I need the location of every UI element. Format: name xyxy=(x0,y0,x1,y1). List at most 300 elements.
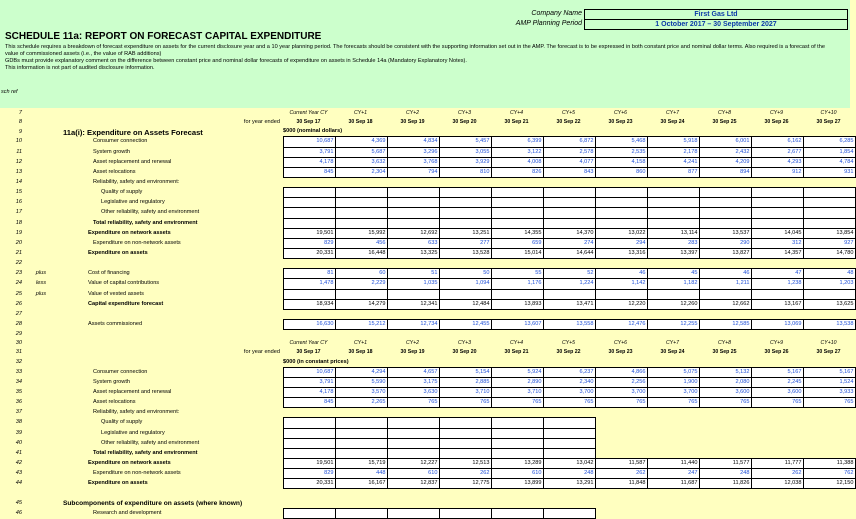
input-cell[interactable]: 5,154 xyxy=(439,367,491,377)
input-cell[interactable]: 5,167 xyxy=(751,367,803,377)
table-row xyxy=(0,188,855,198)
empty-input-cell[interactable] xyxy=(595,289,647,299)
input-cell[interactable]: 810 xyxy=(439,167,491,177)
empty-input-cell[interactable] xyxy=(335,208,387,218)
total-cell: 13,114 xyxy=(647,228,699,238)
empty-input-cell[interactable] xyxy=(803,208,855,218)
empty-input-cell[interactable] xyxy=(283,198,335,208)
input-cell[interactable]: 4,369 xyxy=(335,137,387,147)
input-cell[interactable]: 4,209 xyxy=(699,157,751,167)
empty-input-cell[interactable] xyxy=(647,198,699,208)
input-cell[interactable]: 1,211 xyxy=(699,279,751,289)
input-cell[interactable]: 826 xyxy=(491,167,543,177)
blank-cell xyxy=(803,330,855,340)
input-cell[interactable]: 5,075 xyxy=(647,367,699,377)
empty-input-cell[interactable] xyxy=(699,218,751,228)
input-cell[interactable]: 45 xyxy=(647,269,699,279)
amp-period-value[interactable]: 1 October 2017 – 30 September 2027 xyxy=(584,19,848,30)
input-cell[interactable]: 290 xyxy=(699,238,751,248)
blank-cell xyxy=(595,438,647,448)
input-cell[interactable]: 10,687 xyxy=(283,137,335,147)
input-cell[interactable]: 5,468 xyxy=(595,137,647,147)
total-cell: 11,587 xyxy=(595,458,647,468)
empty-input-cell[interactable] xyxy=(387,428,439,438)
input-cell[interactable]: 12,476 xyxy=(595,319,647,329)
empty-input-cell[interactable] xyxy=(543,508,595,518)
table-row xyxy=(0,118,855,127)
row-number: 16 xyxy=(15,199,22,206)
input-cell[interactable]: 51 xyxy=(387,269,439,279)
blank-cell xyxy=(699,127,751,137)
input-cell[interactable]: 312 xyxy=(751,238,803,248)
input-cell[interactable]: 3,700 xyxy=(595,387,647,397)
total-cell: 13,167 xyxy=(751,299,803,309)
empty-input-cell[interactable] xyxy=(543,418,595,428)
blank-cell xyxy=(751,448,803,458)
input-cell[interactable]: 3,700 xyxy=(647,387,699,397)
input-cell[interactable]: 6,162 xyxy=(751,137,803,147)
empty-input-cell[interactable] xyxy=(595,198,647,208)
input-cell[interactable]: 765 xyxy=(595,398,647,408)
input-cell[interactable]: 3,929 xyxy=(439,157,491,167)
input-cell[interactable]: 12,455 xyxy=(439,319,491,329)
input-cell[interactable]: 4,784 xyxy=(803,157,855,167)
input-cell[interactable]: 5,918 xyxy=(647,137,699,147)
empty-input-cell[interactable] xyxy=(439,208,491,218)
input-cell[interactable]: 927 xyxy=(803,238,855,248)
empty-input-cell[interactable] xyxy=(387,218,439,228)
row-number: 14 xyxy=(15,179,22,186)
blank-cell xyxy=(751,177,803,187)
input-cell[interactable]: 13,558 xyxy=(543,319,595,329)
input-cell[interactable]: 765 xyxy=(699,398,751,408)
empty-input-cell[interactable] xyxy=(439,428,491,438)
blank-cell xyxy=(595,408,647,418)
input-cell[interactable]: 294 xyxy=(595,238,647,248)
input-cell[interactable]: 6,399 xyxy=(491,137,543,147)
empty-input-cell[interactable] xyxy=(283,428,335,438)
empty-input-cell[interactable] xyxy=(335,289,387,299)
input-cell[interactable]: 15,212 xyxy=(335,319,387,329)
input-cell[interactable]: 6,001 xyxy=(699,137,751,147)
row-modifier: plus xyxy=(35,290,46,297)
input-cell[interactable]: 3,630 xyxy=(387,387,439,397)
year-date-header: 30 Sep 27 xyxy=(816,119,841,126)
input-cell[interactable]: 2,080 xyxy=(699,377,751,387)
input-cell[interactable]: 5,167 xyxy=(803,367,855,377)
input-cell[interactable]: 843 xyxy=(543,167,595,177)
blank-cell xyxy=(543,498,595,508)
input-cell[interactable]: 4,077 xyxy=(543,157,595,167)
input-cell[interactable]: 6,285 xyxy=(803,137,855,147)
input-cell[interactable]: 2,229 xyxy=(335,279,387,289)
input-cell[interactable]: 3,600 xyxy=(751,387,803,397)
row-modifier xyxy=(24,348,49,357)
description-line: This information is not part of audited disclosure information. xyxy=(5,65,155,72)
input-cell[interactable]: 1,478 xyxy=(283,279,335,289)
input-cell[interactable]: 829 xyxy=(283,238,335,248)
empty-input-cell[interactable] xyxy=(491,289,543,299)
blank-cell xyxy=(751,438,803,448)
row-modifier xyxy=(24,118,49,127)
input-cell[interactable]: 3,570 xyxy=(335,387,387,397)
blank-cell xyxy=(595,418,647,428)
input-cell[interactable]: 1,182 xyxy=(647,279,699,289)
input-cell[interactable]: 845 xyxy=(283,167,335,177)
empty-input-cell[interactable] xyxy=(283,438,335,448)
empty-input-cell[interactable] xyxy=(491,188,543,198)
input-cell[interactable]: 10,687 xyxy=(283,367,335,377)
input-cell[interactable]: 3,768 xyxy=(387,157,439,167)
empty-input-cell[interactable] xyxy=(387,289,439,299)
empty-input-cell[interactable] xyxy=(387,438,439,448)
company-name-value[interactable]: First Gas Ltd xyxy=(584,9,848,20)
empty-input-cell[interactable] xyxy=(335,418,387,428)
table-row xyxy=(0,147,855,157)
input-cell[interactable]: 1,524 xyxy=(803,377,855,387)
input-cell[interactable]: 765 xyxy=(543,398,595,408)
input-cell[interactable]: 1,176 xyxy=(491,279,543,289)
blank-cell xyxy=(647,428,699,438)
empty-input-cell[interactable] xyxy=(335,438,387,448)
row-number: 44 xyxy=(15,480,22,487)
total-cell: 14,357 xyxy=(751,248,803,258)
empty-input-cell[interactable] xyxy=(491,198,543,208)
year-date-header: 30 Sep 19 xyxy=(400,349,425,356)
input-cell[interactable]: 1,142 xyxy=(595,279,647,289)
empty-input-cell[interactable] xyxy=(751,188,803,198)
empty-input-cell[interactable] xyxy=(595,188,647,198)
row-number: 20 xyxy=(15,239,22,246)
empty-input-cell[interactable] xyxy=(491,218,543,228)
row-label: Asset relocations xyxy=(93,399,136,406)
empty-input-cell[interactable] xyxy=(543,289,595,299)
row-label: Total reliability, safety and environment xyxy=(93,219,198,226)
empty-input-cell[interactable] xyxy=(335,448,387,458)
empty-input-cell[interactable] xyxy=(543,448,595,458)
input-cell[interactable]: 765 xyxy=(439,398,491,408)
empty-input-cell[interactable] xyxy=(283,508,335,518)
empty-input-cell[interactable] xyxy=(803,289,855,299)
row-label: Research and development xyxy=(93,509,162,516)
input-cell[interactable]: 262 xyxy=(595,469,647,479)
blank-cell xyxy=(751,358,803,368)
input-cell[interactable]: 60 xyxy=(335,269,387,279)
empty-input-cell[interactable] xyxy=(647,188,699,198)
empty-input-cell[interactable] xyxy=(387,198,439,208)
input-cell[interactable]: 1,035 xyxy=(387,279,439,289)
input-cell[interactable]: 845 xyxy=(283,398,335,408)
empty-input-cell[interactable] xyxy=(491,428,543,438)
input-cell[interactable]: 5,457 xyxy=(439,137,491,147)
empty-input-cell[interactable] xyxy=(283,418,335,428)
row-number: 27 xyxy=(15,310,22,317)
empty-input-cell[interactable] xyxy=(491,508,543,518)
input-cell[interactable]: 4,241 xyxy=(647,157,699,167)
input-cell[interactable]: 46 xyxy=(595,269,647,279)
empty-input-cell[interactable] xyxy=(387,188,439,198)
input-cell[interactable]: 894 xyxy=(699,167,751,177)
empty-input-cell[interactable] xyxy=(439,448,491,458)
input-cell[interactable]: 4,294 xyxy=(335,367,387,377)
empty-input-cell[interactable] xyxy=(751,198,803,208)
empty-input-cell[interactable] xyxy=(491,208,543,218)
input-cell[interactable]: 2,677 xyxy=(751,147,803,157)
input-cell[interactable]: 3,933 xyxy=(803,387,855,397)
table-row xyxy=(0,248,855,258)
input-cell[interactable]: 860 xyxy=(595,167,647,177)
blank-cell xyxy=(595,508,647,518)
blank-cell xyxy=(543,127,595,137)
table-row xyxy=(0,469,855,479)
row-number: 7 xyxy=(18,110,22,117)
blank-cell xyxy=(439,489,491,499)
input-cell[interactable]: 5,132 xyxy=(699,367,751,377)
blank-cell xyxy=(491,177,543,187)
row-number: 8 xyxy=(18,119,22,126)
empty-input-cell[interactable] xyxy=(803,218,855,228)
empty-input-cell[interactable] xyxy=(699,188,751,198)
empty-input-cell[interactable] xyxy=(439,198,491,208)
input-cell[interactable]: 4,158 xyxy=(595,157,647,167)
year-date-header: 30 Sep 21 xyxy=(504,349,529,356)
input-cell[interactable]: 765 xyxy=(387,398,439,408)
row-label: Capital expenditure forecast xyxy=(88,300,164,307)
empty-input-cell[interactable] xyxy=(543,208,595,218)
input-cell[interactable]: 1,854 xyxy=(803,147,855,157)
input-cell[interactable]: 1,238 xyxy=(751,279,803,289)
input-cell[interactable]: 4,293 xyxy=(751,157,803,167)
empty-input-cell[interactable] xyxy=(283,188,335,198)
empty-input-cell[interactable] xyxy=(699,289,751,299)
empty-input-cell[interactable] xyxy=(595,208,647,218)
total-cell: 12,220 xyxy=(595,299,647,309)
row-modifier xyxy=(24,137,49,147)
row-number: 25 xyxy=(15,290,22,297)
empty-input-cell[interactable] xyxy=(543,188,595,198)
year-date-header: 30 Sep 20 xyxy=(452,349,477,356)
input-cell[interactable]: 2,535 xyxy=(595,147,647,157)
input-cell[interactable]: 48 xyxy=(803,269,855,279)
input-cell[interactable]: 3,791 xyxy=(283,377,335,387)
input-cell[interactable]: 448 xyxy=(335,469,387,479)
input-cell[interactable]: 47 xyxy=(751,269,803,279)
empty-input-cell[interactable] xyxy=(335,188,387,198)
input-cell[interactable]: 659 xyxy=(491,238,543,248)
input-cell[interactable]: 5,687 xyxy=(335,147,387,157)
blank-cell xyxy=(491,358,543,368)
input-cell[interactable]: 3,700 xyxy=(543,387,595,397)
empty-input-cell[interactable] xyxy=(543,438,595,448)
input-cell[interactable]: 2,885 xyxy=(439,377,491,387)
input-cell[interactable]: 3,710 xyxy=(439,387,491,397)
empty-input-cell[interactable] xyxy=(439,438,491,448)
input-cell[interactable]: 2,340 xyxy=(543,377,595,387)
input-cell[interactable]: 2,890 xyxy=(491,377,543,387)
empty-input-cell[interactable] xyxy=(283,448,335,458)
input-cell[interactable]: 2,265 xyxy=(335,398,387,408)
empty-input-cell[interactable] xyxy=(335,508,387,518)
input-cell[interactable]: 262 xyxy=(751,469,803,479)
row-number: 42 xyxy=(15,459,22,466)
input-cell[interactable]: 4,657 xyxy=(387,367,439,377)
input-cell[interactable]: 247 xyxy=(647,469,699,479)
input-cell[interactable]: 2,256 xyxy=(595,377,647,387)
schedule-description xyxy=(5,44,843,72)
input-cell[interactable]: 2,432 xyxy=(699,147,751,157)
row-label: Other reliability, safety and environment xyxy=(101,439,200,446)
blank-cell xyxy=(387,309,439,319)
input-cell[interactable]: 13,538 xyxy=(803,319,855,329)
empty-input-cell[interactable] xyxy=(387,448,439,458)
empty-input-cell[interactable] xyxy=(699,208,751,218)
input-cell[interactable]: 610 xyxy=(491,469,543,479)
empty-input-cell[interactable] xyxy=(491,448,543,458)
input-cell[interactable]: 3,632 xyxy=(335,157,387,167)
input-cell[interactable]: 12,585 xyxy=(699,319,751,329)
input-cell[interactable]: 16,630 xyxy=(283,319,335,329)
empty-input-cell[interactable] xyxy=(647,218,699,228)
input-cell[interactable]: 3,122 xyxy=(491,147,543,157)
input-cell[interactable]: 610 xyxy=(387,469,439,479)
empty-input-cell[interactable] xyxy=(335,218,387,228)
empty-input-cell[interactable] xyxy=(647,208,699,218)
input-cell[interactable]: 4,008 xyxy=(491,157,543,167)
row-number: 36 xyxy=(15,399,22,406)
input-cell[interactable]: 3,175 xyxy=(387,377,439,387)
input-cell[interactable]: 829 xyxy=(283,469,335,479)
empty-input-cell[interactable] xyxy=(751,289,803,299)
blank-cell xyxy=(699,330,751,340)
row-number: 12 xyxy=(15,158,22,165)
blank-cell xyxy=(699,438,751,448)
empty-input-cell[interactable] xyxy=(283,208,335,218)
input-cell[interactable]: 633 xyxy=(387,238,439,248)
empty-input-cell[interactable] xyxy=(751,218,803,228)
input-cell[interactable]: 3,600 xyxy=(699,387,751,397)
input-cell[interactable]: 2,578 xyxy=(543,147,595,157)
input-cell[interactable]: 931 xyxy=(803,167,855,177)
row-label: Expenditure on network assets xyxy=(88,459,171,466)
empty-input-cell[interactable] xyxy=(283,289,335,299)
empty-input-cell[interactable] xyxy=(699,198,751,208)
input-cell[interactable]: 13,607 xyxy=(491,319,543,329)
input-cell[interactable]: 5,590 xyxy=(335,377,387,387)
input-cell[interactable]: 6,237 xyxy=(543,367,595,377)
input-cell[interactable]: 1,900 xyxy=(647,377,699,387)
input-cell[interactable]: 4,866 xyxy=(595,367,647,377)
empty-input-cell[interactable] xyxy=(543,218,595,228)
row-modifier xyxy=(24,238,49,248)
input-cell[interactable]: 277 xyxy=(439,238,491,248)
year-header: CY+7 xyxy=(665,340,680,347)
empty-input-cell[interactable] xyxy=(803,198,855,208)
input-cell[interactable]: 50 xyxy=(439,269,491,279)
empty-input-cell[interactable] xyxy=(387,418,439,428)
input-cell[interactable]: 456 xyxy=(335,238,387,248)
input-cell[interactable]: 5,924 xyxy=(491,367,543,377)
input-cell[interactable]: 4,178 xyxy=(283,157,335,167)
input-cell[interactable]: 3,296 xyxy=(387,147,439,157)
input-cell[interactable]: 912 xyxy=(751,167,803,177)
row-modifier xyxy=(24,438,49,448)
input-cell[interactable]: 765 xyxy=(751,398,803,408)
empty-input-cell[interactable] xyxy=(439,418,491,428)
input-cell[interactable]: 765 xyxy=(647,398,699,408)
empty-input-cell[interactable] xyxy=(491,418,543,428)
input-cell[interactable]: 762 xyxy=(803,469,855,479)
input-cell[interactable]: 2,245 xyxy=(751,377,803,387)
input-cell[interactable]: 3,055 xyxy=(439,147,491,157)
input-cell[interactable]: 765 xyxy=(803,398,855,408)
blank-cell xyxy=(49,358,283,368)
empty-input-cell[interactable] xyxy=(335,428,387,438)
input-cell[interactable]: 12,255 xyxy=(647,319,699,329)
input-cell[interactable]: 1,224 xyxy=(543,279,595,289)
input-cell[interactable]: 81 xyxy=(283,269,335,279)
input-cell[interactable]: 13,069 xyxy=(751,319,803,329)
empty-input-cell[interactable] xyxy=(543,428,595,438)
input-cell[interactable]: 794 xyxy=(387,167,439,177)
input-cell[interactable]: 4,834 xyxy=(387,137,439,147)
empty-input-cell[interactable] xyxy=(387,508,439,518)
input-cell[interactable]: 283 xyxy=(647,238,699,248)
row-label: Expenditure on assets xyxy=(88,480,148,487)
empty-input-cell[interactable] xyxy=(491,438,543,448)
year-date-header: 30 Sep 18 xyxy=(348,349,373,356)
empty-input-cell[interactable] xyxy=(439,218,491,228)
empty-input-cell[interactable] xyxy=(439,188,491,198)
input-cell[interactable]: 3,791 xyxy=(283,147,335,157)
input-cell[interactable]: 6,872 xyxy=(543,137,595,147)
input-cell[interactable]: 2,178 xyxy=(647,147,699,157)
input-cell[interactable]: 4,178 xyxy=(283,387,335,397)
total-cell: 12,150 xyxy=(803,479,855,489)
input-cell[interactable]: 1,203 xyxy=(803,279,855,289)
input-cell[interactable]: 52 xyxy=(543,269,595,279)
empty-input-cell[interactable] xyxy=(647,289,699,299)
empty-input-cell[interactable] xyxy=(751,208,803,218)
empty-input-cell[interactable] xyxy=(439,289,491,299)
input-cell[interactable]: 248 xyxy=(699,469,751,479)
year-header: CY+2 xyxy=(405,110,420,117)
input-cell[interactable]: 248 xyxy=(543,469,595,479)
blank-cell xyxy=(803,358,855,368)
empty-input-cell[interactable] xyxy=(335,198,387,208)
empty-input-cell[interactable] xyxy=(803,188,855,198)
input-cell[interactable]: 765 xyxy=(491,398,543,408)
empty-input-cell[interactable] xyxy=(543,198,595,208)
description-line: GDBs must provide explanatory comment on the difference between constant price and nominal dollar forecasts of expenditure on assets in Schedule 14a (Mandatory Explanatory Notes). xyxy=(5,58,467,65)
blank-cell xyxy=(751,428,803,438)
input-cell[interactable]: 55 xyxy=(491,269,543,279)
empty-input-cell[interactable] xyxy=(283,218,335,228)
input-cell[interactable]: 1,094 xyxy=(439,279,491,289)
input-cell[interactable]: 3,710 xyxy=(491,387,543,397)
table-row xyxy=(0,299,855,309)
empty-input-cell[interactable] xyxy=(439,508,491,518)
input-cell[interactable]: 262 xyxy=(439,469,491,479)
row-label xyxy=(49,330,283,340)
input-cell[interactable]: 2,304 xyxy=(335,167,387,177)
empty-input-cell[interactable] xyxy=(595,218,647,228)
empty-input-cell[interactable] xyxy=(387,208,439,218)
input-cell[interactable]: 12,734 xyxy=(387,319,439,329)
total-cell: 11,848 xyxy=(595,479,647,489)
input-cell[interactable]: 274 xyxy=(543,238,595,248)
input-cell[interactable]: 46 xyxy=(699,269,751,279)
input-cell[interactable]: 877 xyxy=(647,167,699,177)
